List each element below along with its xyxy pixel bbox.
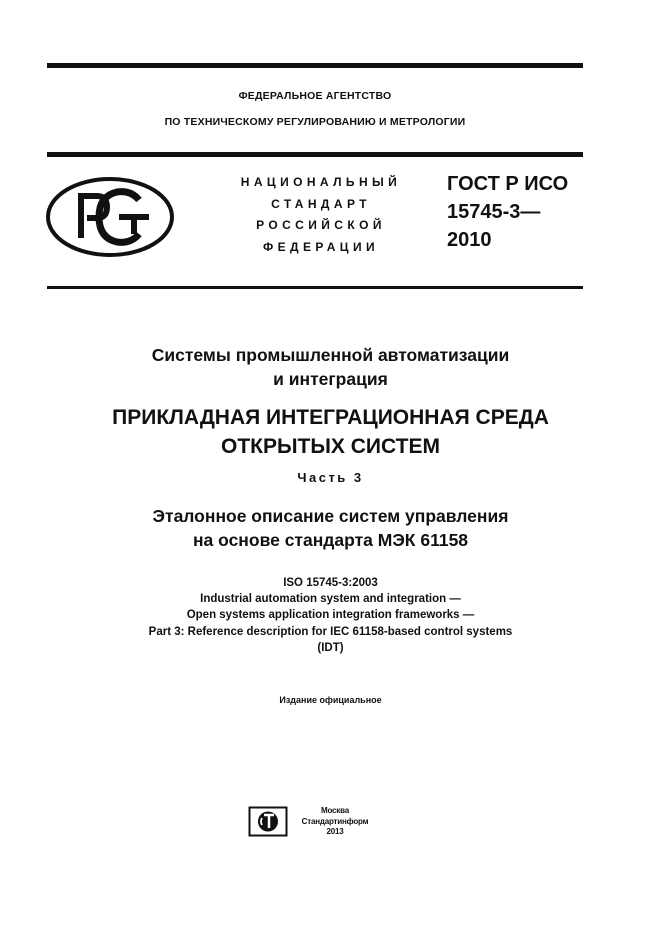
- agency-name-line1: ФЕДЕРАЛЬНОЕ АГЕНТСТВО: [238, 90, 392, 102]
- designation-line: 15745-3—: [447, 201, 541, 223]
- bottom-rule: [47, 286, 583, 289]
- iso-reference-line: Part 3: Reference description for IEC 61158-based control systems: [148, 625, 513, 638]
- general-title-line: Системы промышленной автоматизации: [151, 345, 510, 365]
- standard-type: [228, 172, 414, 258]
- part-title-line: на основе стандарта МЭК 61158: [192, 530, 469, 550]
- agency-name-line2: ПО ТЕХНИЧЕСКОМУ РЕГУЛИРОВАНИЮ И МЕТРОЛОГИИ: [164, 116, 466, 128]
- standartinform-logo-icon: [248, 806, 288, 837]
- main-title-line: ПРИКЛАДНАЯ ИНТЕГРАЦИОННАЯ СРЕДА: [112, 406, 549, 429]
- edition-label: Издание официальное: [279, 695, 382, 705]
- iso-reference: [0, 575, 661, 656]
- part-number: Часть 3: [297, 470, 364, 485]
- standard-designation: [447, 170, 568, 254]
- publisher-city: Москва: [321, 806, 349, 815]
- main-title-line: ОТКРЫТЫХ СИСТЕМ: [220, 435, 440, 458]
- standard-type-line: НАЦИОНАЛЬНЫЙ: [240, 175, 402, 189]
- main-title: [0, 403, 661, 461]
- iso-reference-line: (IDT): [317, 641, 344, 654]
- designation-line: 2010: [447, 229, 492, 251]
- publisher-year: 2013: [326, 827, 344, 836]
- iso-reference-line: ISO 15745-3:2003: [283, 577, 378, 589]
- part-title: [0, 504, 661, 552]
- designation-line: ГОСТ Р ИСО: [447, 173, 569, 195]
- iso-reference-line: Open systems application integration frameworks —: [186, 609, 475, 622]
- iso-reference-line: Industrial automation system and integration —: [200, 593, 461, 606]
- standard-type-line: РОССИЙСКОЙ: [256, 218, 386, 232]
- standard-type-line: СТАНДАРТ: [271, 196, 371, 211]
- general-title: [0, 343, 661, 391]
- general-title-line: и интеграция: [273, 369, 388, 389]
- publisher-name: Стандартинформ: [301, 816, 369, 826]
- rst-logo-icon: [45, 176, 175, 258]
- part-title-line: Эталонное описание систем управления: [152, 506, 509, 526]
- top-rule: [47, 63, 583, 68]
- publisher-info: [294, 806, 376, 838]
- standard-type-line: ФЕДЕРАЦИИ: [262, 239, 380, 254]
- middle-rule: [47, 152, 583, 157]
